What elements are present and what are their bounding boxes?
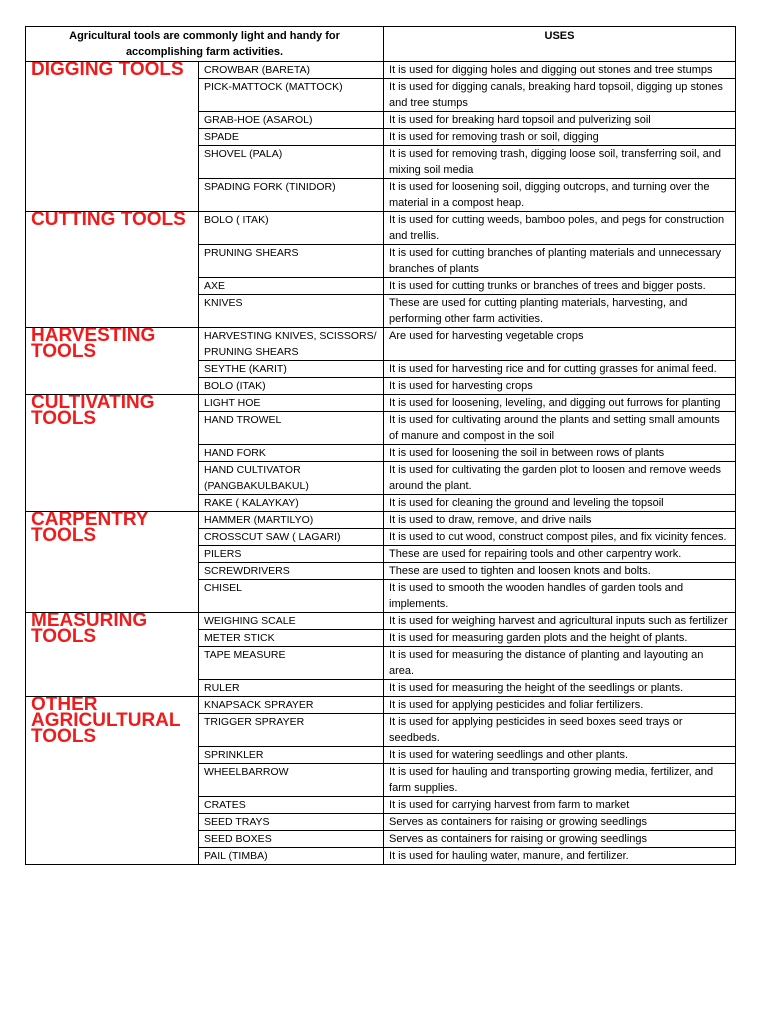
tool-use-cell: It is used for removing trash or soil, digging (384, 129, 736, 146)
tool-name-cell: CHISEL (199, 580, 384, 613)
category-label: DIGGING TOOLS (26, 62, 199, 212)
tool-use-cell: It is used for removing trash, digging loose soil, transferring soil, and mixing soil media (384, 146, 736, 179)
table-row (26, 613, 736, 630)
tool-use-cell: It is used for digging holes and digging out stones and tree stumps (384, 62, 736, 79)
tool-use-cell: It is used for digging canals, breaking hard topsoil, digging up stones and tree stumps (384, 79, 736, 112)
tool-name-cell: PRUNING SHEARS (199, 245, 384, 278)
tool-use-cell: It is used for harvesting crops (384, 378, 736, 395)
agricultural-tools-table (25, 26, 736, 865)
table-row (26, 697, 736, 714)
tool-name-cell: SPADE (199, 129, 384, 146)
table-row (26, 395, 736, 412)
table-header-row (26, 27, 736, 62)
tool-use-cell: It is used for applying pesticides in seed boxes seed trays or seedbeds. (384, 714, 736, 747)
tool-name-cell: HAND FORK (199, 445, 384, 462)
tool-use-cell: It is used for hauling and transporting growing media, fertilizer, and farm supplies. (384, 764, 736, 797)
tool-use-cell: It is used for cutting weeds, bamboo poles, and pegs for construction and trellis. (384, 212, 736, 245)
tool-use-cell: It is used for cutting branches of planting materials and unnecessary branches of plants (384, 245, 736, 278)
tool-name-cell: SEED BOXES (199, 831, 384, 848)
tool-name-cell: SEYTHE (KARIT) (199, 361, 384, 378)
tool-use-cell: It is used for loosening, leveling, and digging out furrows for planting (384, 395, 736, 412)
tool-name-cell: BOLO (ITAK) (199, 378, 384, 395)
tool-name-cell: SEED TRAYS (199, 814, 384, 831)
tool-use-cell: It is used for breaking hard topsoil and pulverizing soil (384, 112, 736, 129)
tool-use-cell: It is used for watering seedlings and other plants. (384, 747, 736, 764)
tool-name-cell: CROSSCUT SAW ( LAGARI) (199, 529, 384, 546)
tool-use-cell: Serves as containers for raising or growing seedlings (384, 814, 736, 831)
tool-name-cell: RAKE ( KALAYKAY) (199, 495, 384, 512)
table-row (26, 62, 736, 79)
tool-use-cell: These are used for cutting planting materials, harvesting, and performing other farm activities. (384, 295, 736, 328)
category-label: CARPENTRY TOOLS (26, 512, 199, 613)
tool-name-cell: KNIVES (199, 295, 384, 328)
tool-name-cell: TAPE MEASURE (199, 647, 384, 680)
tool-name-cell: KNAPSACK SPRAYER (199, 697, 384, 714)
tool-name-cell: PICK-MATTOCK (MATTOCK) (199, 79, 384, 112)
tool-use-cell: It is used for harvesting rice and for cutting grasses for animal feed. (384, 361, 736, 378)
tool-use-cell: It is used for cultivating around the plants and setting small amounts of manure and compost in the soil (384, 412, 736, 445)
tool-use-cell: It is used for measuring garden plots and the height of plants. (384, 630, 736, 647)
table-row (26, 212, 736, 245)
tool-use-cell: It is used for cultivating the garden plot to loosen and remove weeds around the plant. (384, 462, 736, 495)
tool-use-cell: It is used to cut wood, construct compost piles, and fix vicinity fences. (384, 529, 736, 546)
tool-use-cell: It is used for carrying harvest from farm to market (384, 797, 736, 814)
category-label: CULTIVATING TOOLS (26, 395, 199, 512)
category-label: MEASURING TOOLS (26, 613, 199, 697)
tool-name-cell: WHEELBARROW (199, 764, 384, 797)
category-label: HARVESTING TOOLS (26, 328, 199, 395)
tool-name-cell: HARVESTING KNIVES, SCISSORS/ PRUNING SHEARS (199, 328, 384, 361)
tool-use-cell: Serves as containers for raising or growing seedlings (384, 831, 736, 848)
tool-name-cell: HAND TROWEL (199, 412, 384, 445)
tool-name-cell: AXE (199, 278, 384, 295)
tool-name-cell: GRAB-HOE (ASAROL) (199, 112, 384, 129)
tool-name-cell: WEIGHING SCALE (199, 613, 384, 630)
tool-use-cell: It is used for loosening soil, digging outcrops, and turning over the material in a compost heap. (384, 179, 736, 212)
tool-name-cell: CRATES (199, 797, 384, 814)
table-body (26, 62, 736, 865)
tool-use-cell: It is used for weighing harvest and agricultural inputs such as fertilizer (384, 613, 736, 630)
tool-use-cell: These are used to tighten and loosen knots and bolts. (384, 563, 736, 580)
tool-use-cell: It is used for hauling water, manure, and fertilizer. (384, 848, 736, 865)
table-intro-heading: Agricultural tools are commonly light and handy for accomplishing farm activities. (26, 27, 384, 62)
tool-use-cell: It is used for loosening the soil in between rows of plants (384, 445, 736, 462)
tool-use-cell: It is used for measuring the distance of planting and layouting an area. (384, 647, 736, 680)
tool-use-cell: It is used to draw, remove, and drive nails (384, 512, 736, 529)
tool-use-cell: It is used to smooth the wooden handles of garden tools and implements. (384, 580, 736, 613)
tool-use-cell: It is used for cleaning the ground and leveling the topsoil (384, 495, 736, 512)
table-row (26, 512, 736, 529)
tool-use-cell: These are used for repairing tools and other carpentry work. (384, 546, 736, 563)
tool-name-cell: HAND CULTIVATOR (PANGBAKULBAKUL) (199, 462, 384, 495)
tool-use-cell: It is used for measuring the height of the seedlings or plants. (384, 680, 736, 697)
tool-name-cell: METER STICK (199, 630, 384, 647)
tool-name-cell: RULER (199, 680, 384, 697)
tool-use-cell: It is used for applying pesticides and foliar fertilizers. (384, 697, 736, 714)
tool-name-cell: SHOVEL (PALA) (199, 146, 384, 179)
table-row (26, 328, 736, 361)
tool-name-cell: SPRINKLER (199, 747, 384, 764)
tool-name-cell: PAIL (TIMBA) (199, 848, 384, 865)
tool-name-cell: HAMMER (MARTILYO) (199, 512, 384, 529)
tool-name-cell: LIGHT HOE (199, 395, 384, 412)
tool-name-cell: SCREWDRIVERS (199, 563, 384, 580)
category-label: OTHER AGRICULTURAL TOOLS (26, 697, 199, 865)
tool-use-cell: It is used for cutting trunks or branches of trees and bigger posts. (384, 278, 736, 295)
tool-name-cell: BOLO ( ITAK) (199, 212, 384, 245)
tool-name-cell: PILERS (199, 546, 384, 563)
tool-name-cell: SPADING FORK (TINIDOR) (199, 179, 384, 212)
category-label: CUTTING TOOLS (26, 212, 199, 328)
uses-column-heading: USES (384, 27, 736, 62)
tool-name-cell: CROWBAR (BARETA) (199, 62, 384, 79)
tool-name-cell: TRIGGER SPRAYER (199, 714, 384, 747)
tool-use-cell: Are used for harvesting vegetable crops (384, 328, 736, 361)
